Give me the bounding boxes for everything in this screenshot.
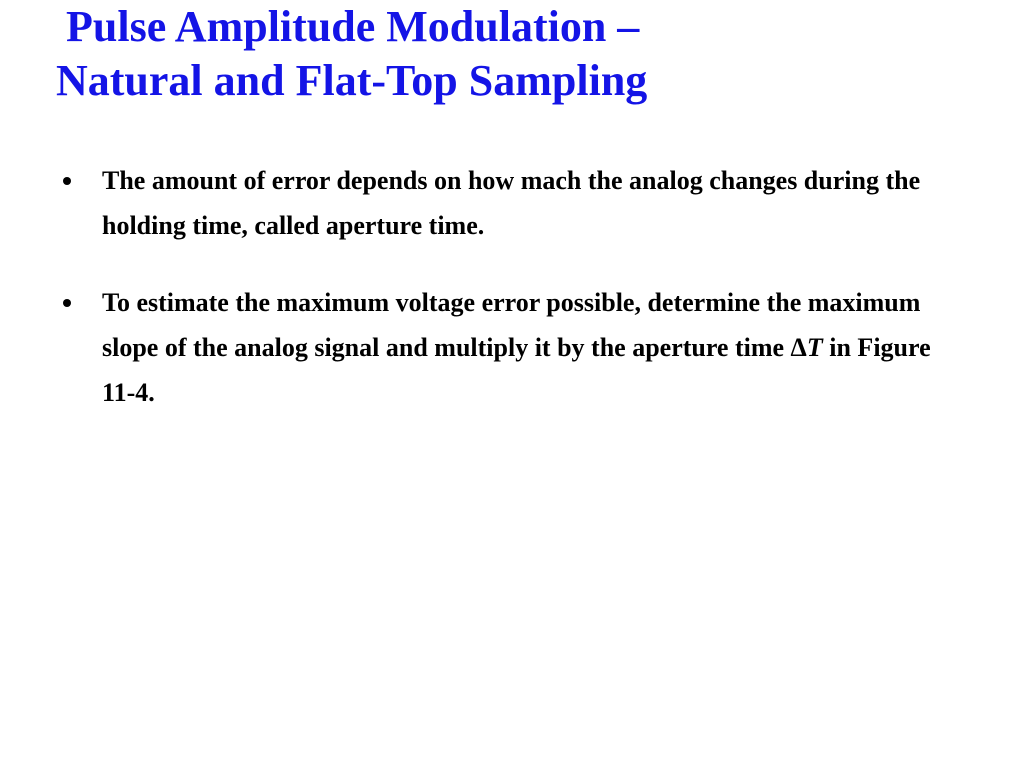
slide-title bbox=[56, 0, 956, 108]
bullet-text-before: To estimate the maximum voltage error possible, determine the maximum slope of the analog signal and multiply it by the aperture time bbox=[102, 288, 921, 362]
title-line-2: Natural and Flat-Top Sampling bbox=[56, 56, 648, 105]
bullet-text-after: in Figure 11-4. bbox=[102, 333, 931, 407]
bullet-item-voltage-error bbox=[60, 280, 940, 415]
bullet-list bbox=[60, 158, 940, 447]
aperture-variable: T bbox=[806, 333, 823, 362]
bullet-dot-icon bbox=[63, 299, 71, 307]
bullet-text: The amount of error depends on how mach the analog changes during the holding time, called aperture time. bbox=[102, 166, 921, 240]
delta-symbol: Δ bbox=[790, 333, 807, 362]
bullet-item-error-amount bbox=[60, 158, 940, 248]
title-line-1: Pulse Amplitude Modulation – bbox=[66, 2, 640, 51]
bullet-dot-icon bbox=[63, 177, 71, 185]
